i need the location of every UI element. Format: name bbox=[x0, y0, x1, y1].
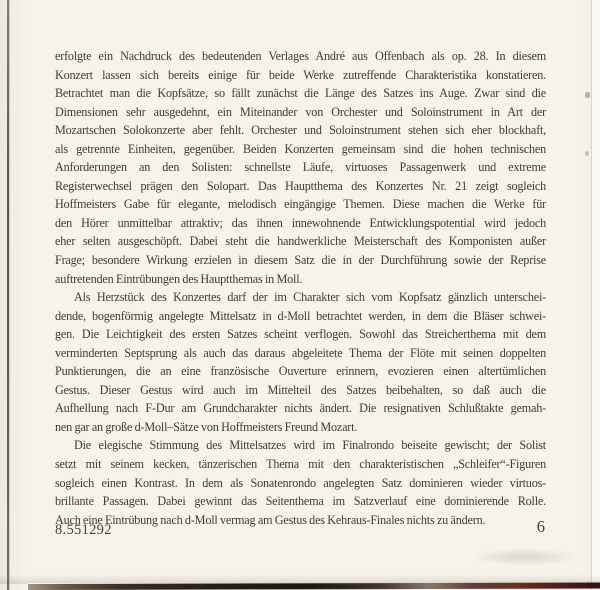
text-line: Betrachtet man die Kopfsätze, so fällt zunächst die Länge des Satzes ins Auge. Zwar sind die bbox=[55, 86, 546, 101]
left-spine-edge-line bbox=[7, 0, 10, 590]
text-line: nen gar an große d-Moll–Sätze von Hoffmeisters Freund Mozart. bbox=[55, 419, 358, 434]
text-line: Registerwechsel prägen den Solopart. Das Hauptthema des Konzertes Nr. 21 zeigt sogleich bbox=[55, 178, 546, 193]
text-line: sogleich einen Kontrast. In dem als Sonatenrondo angelegten Satz dominieren wieder virtuos- bbox=[55, 475, 546, 490]
catalog-number: 8.551292 bbox=[55, 522, 112, 538]
text-line: den Hörer unmittelbar attraktiv; das ihnen innewohnende Entwicklungspotential wird jedoch bbox=[55, 215, 546, 230]
text-line: Aufhellung nach F-Dur am Grundcharakter nichts ändert. Die resignativen Schlußtakte gemah- bbox=[55, 401, 546, 416]
right-scanner-margin bbox=[591, 0, 600, 590]
text-line: Die elegische Stimmung des Mittelsatzes wird im Finalrondo beiseite gewischt; der Solist bbox=[74, 438, 546, 453]
body-text bbox=[55, 47, 546, 529]
text-line: brillante Passagen. Dabei gewinnt das Seitenthema im Satzverlauf eine dominierende Rolle. bbox=[55, 494, 546, 509]
text-line: setzt mit seinem kecken, tänzerischen Thema mit den charakteristischen „Schleifer“-Figuren bbox=[55, 457, 546, 472]
text-line: Gestus. Dieser Gestus wird auch im Mittelteil des Satzes beibehalten, so daß auch die bbox=[55, 382, 546, 397]
text-line: eher selten ausgeschöpft. Dabei steht die handwerkliche Meisterschaft des Komponisten außer bbox=[55, 234, 546, 249]
text-line: Auch eine Eintrübung nach d-Moll vermag am Gestus des Kehraus-Finales nichts zu ändern. bbox=[55, 512, 486, 527]
text-line: Anforderungen an den Solisten: schnellste Läufe, virtuoses Passagenwerk und extreme bbox=[55, 160, 546, 175]
scan-speck bbox=[585, 92, 590, 98]
scan-speck bbox=[585, 151, 589, 156]
text-line: dende, bogenförmig angelegte Mittelsatz in d-Moll betrachtet werden, in dem die Bläser schwei- bbox=[55, 308, 546, 323]
text-line: Frage; besondere Wirkung erzielen in diesem Satz die in der Durchführung sowie der Reprise bbox=[55, 253, 546, 268]
text-line: auftretenden Eintrübungen des Hauptthemas in Moll. bbox=[55, 271, 303, 286]
text-line: verminderten Septsprung als auch das daraus abgeleitete Thema der Flöte mit seinen doppelten bbox=[55, 345, 546, 360]
text-line: Dimensionen sehr ausgedehnt, ein Miteinander von Orchester und Soloinstrument in Art der bbox=[55, 104, 546, 119]
page-number: 6 bbox=[536, 517, 545, 536]
text-line: Konzert lassen sich bereits einige für beide Werke zutreffende Charakteristika konstatieren. bbox=[55, 67, 546, 82]
text-line: erfolgte ein Nachdruck des bedeutenden Verlages André aus Offenbach als op. 28. In diesem bbox=[55, 49, 546, 63]
text-line: Als Herzstück des Konzertes darf der im Charakter sich vom Kopfsatz gänzlich unterschei- bbox=[74, 290, 546, 305]
text-line: gen. Die Leichtigkeit des ersten Satzes scheint verflogen. Sowohl das Streicherthema mit dem bbox=[55, 327, 546, 342]
scan-smudge bbox=[470, 548, 580, 566]
text-line: Punktierungen, die an eine französische Ouverture erinnern, evozieren einen altertümlichen bbox=[55, 364, 546, 379]
text-line: als getrennte Einheiten, gegenüber. Beiden Konzerten gemeinsam sind die hohen technischen bbox=[55, 141, 546, 156]
text-line: Hoffmeisters Gabe für elegante, melodisch eingängige Themen. Diese machen die Werke für bbox=[55, 197, 546, 212]
text-line: Mozartschen Solokonzerte aber fehlt. Orchester und Soloinstrument stehen sich eher blockhaft, bbox=[55, 123, 546, 138]
